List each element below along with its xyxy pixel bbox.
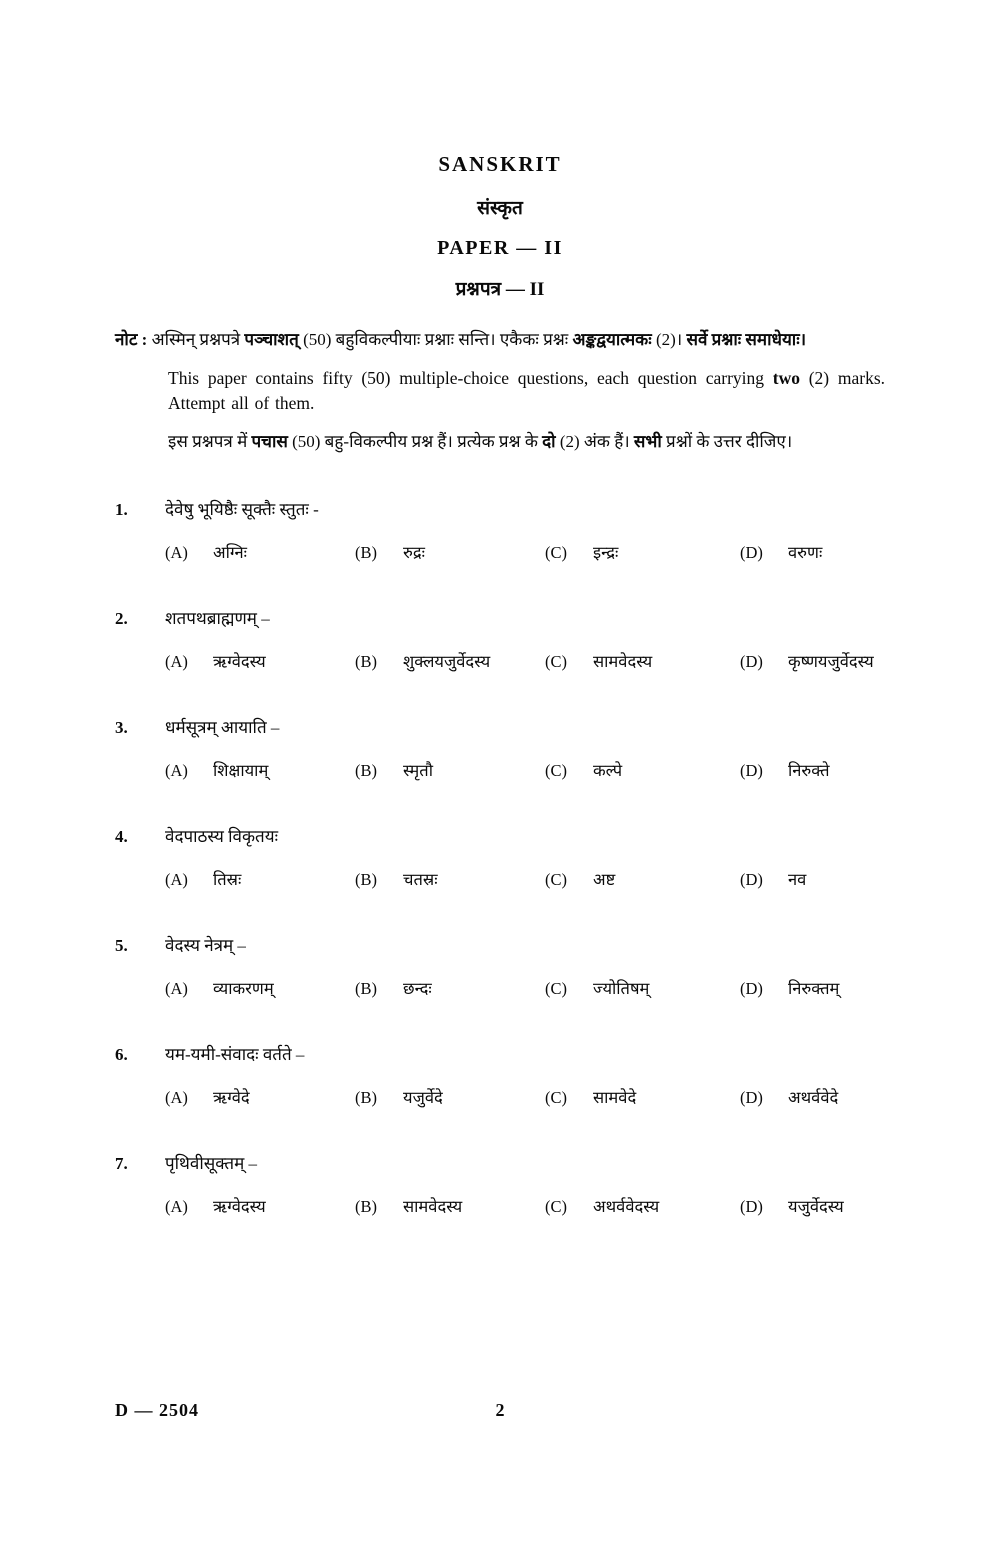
question-number: 2. — [115, 609, 128, 628]
option-d: (D) वरुणः — [740, 543, 823, 562]
option-a: (A) तिस्रः — [165, 870, 242, 889]
option-c: (C) सामवेदस्य — [545, 652, 653, 671]
question-3 — [115, 717, 885, 782]
question-stem: यम-यमी-संवादः वर्तते – — [165, 1045, 305, 1064]
option-b: (B) छन्दः — [355, 979, 432, 998]
option-d: (D) निरुक्तम् — [740, 979, 840, 998]
option-d: (D) निरुक्ते — [740, 761, 830, 780]
option-a: (A) अग्निः — [165, 543, 248, 562]
note-sanskrit: नोट : अस्मिन् प्रश्नपत्रे पञ्चाशत् (50) बहुविकल्पीयाः प्रश्नाः सन्ति। एकैकः प्रश्नः अङ्कद्वयात्मकः (2)। सर्वे प्रश्नाः समाधेयाः। — [115, 330, 807, 349]
option-a: (A) शिक्षायाम् — [165, 761, 269, 780]
question-number: 4. — [115, 827, 128, 846]
question-5 — [115, 935, 885, 1000]
question-stem: शतपथब्राह्मणम् – — [165, 609, 270, 628]
question-number: 7. — [115, 1154, 128, 1173]
option-c: (C) अथर्ववेदस्य — [545, 1197, 660, 1216]
options-row — [165, 760, 885, 782]
option-a: (A) ऋग्वेदस्य — [165, 1197, 266, 1216]
options-row — [165, 651, 885, 673]
question-number: 1. — [115, 500, 128, 519]
option-c: (C) कल्पे — [545, 761, 623, 780]
question-stem: धर्मसूत्रम् आयाति – — [165, 718, 280, 737]
paper-title-english: PAPER — II — [437, 237, 563, 259]
option-d: (D) नव — [740, 870, 807, 889]
question-stem: देवेषु भूयिष्ठैः सूक्तैः स्तुतः - — [165, 500, 319, 519]
question-2 — [115, 608, 885, 673]
question-stem: पृथिवीसूक्तम् – — [165, 1154, 257, 1173]
question-stem: वेदस्य नेत्रम् – — [165, 936, 246, 955]
option-c: (C) ज्योतिषम् — [545, 979, 650, 998]
option-b: (B) स्मृतौ — [355, 761, 433, 780]
option-b: (B) चतस्रः — [355, 870, 438, 889]
page-footer — [115, 1400, 885, 1421]
exam-paper-page — [0, 152, 992, 1556]
option-b: (B) सामवेदस्य — [355, 1197, 463, 1216]
question-stem: वेदपाठस्य विकृतयः — [165, 827, 279, 846]
question-7 — [115, 1153, 885, 1218]
option-a: (A) ऋग्वेदे — [165, 1088, 250, 1107]
options-row — [165, 978, 885, 1000]
option-b: (B) रुद्रः — [355, 543, 425, 562]
note-label: नोट : — [115, 330, 148, 349]
questions-list — [115, 499, 885, 1218]
question-number: 3. — [115, 718, 128, 737]
instruction-hindi: इस प्रश्नपत्र में पचास (50) बहु-विकल्पीय प्रश्न हैं। प्रत्येक प्रश्न के दो (2) अंक हैं। सभी प्रश्नों के उत्तर दीजिए। — [168, 432, 793, 451]
question-1 — [115, 499, 885, 564]
option-c: (C) अष्ट — [545, 870, 616, 889]
option-a: (A) ऋग्वेदस्य — [165, 652, 266, 671]
option-d: (D) कृष्णयजुर्वेदस्य — [740, 652, 874, 671]
option-c: (C) सामवेदे — [545, 1088, 637, 1107]
question-number: 5. — [115, 936, 128, 955]
options-row — [165, 1087, 885, 1109]
paper-code: D — 2504 — [115, 1400, 199, 1420]
options-row — [165, 869, 885, 891]
question-6 — [115, 1044, 885, 1109]
subject-title-english: SANSKRIT — [438, 152, 562, 176]
options-row — [165, 542, 885, 564]
question-4 — [115, 826, 885, 891]
option-b: (B) यजुर्वेदे — [355, 1088, 443, 1107]
paper-title-hindi: प्रश्नपत्र — II — [455, 279, 545, 300]
instruction-english: This paper contains fifty (50) multiple-choice questions, each question carrying two (2) marks. Attempt all of them. — [168, 368, 886, 413]
option-d: (D) यजुर्वेदस्य — [740, 1197, 844, 1216]
subject-title-hindi: संस्कृत — [477, 198, 523, 219]
option-a: (A) व्याकरणम् — [165, 979, 274, 998]
question-number: 6. — [115, 1045, 128, 1064]
page-number: 2 — [495, 1400, 505, 1420]
option-c: (C) इन्द्रः — [545, 543, 619, 562]
options-row — [165, 1196, 885, 1218]
page-header — [115, 152, 885, 301]
option-d: (D) अथर्ववेदे — [740, 1088, 839, 1107]
option-b: (B) शुक्लयजुर्वेदस्य — [355, 652, 491, 671]
